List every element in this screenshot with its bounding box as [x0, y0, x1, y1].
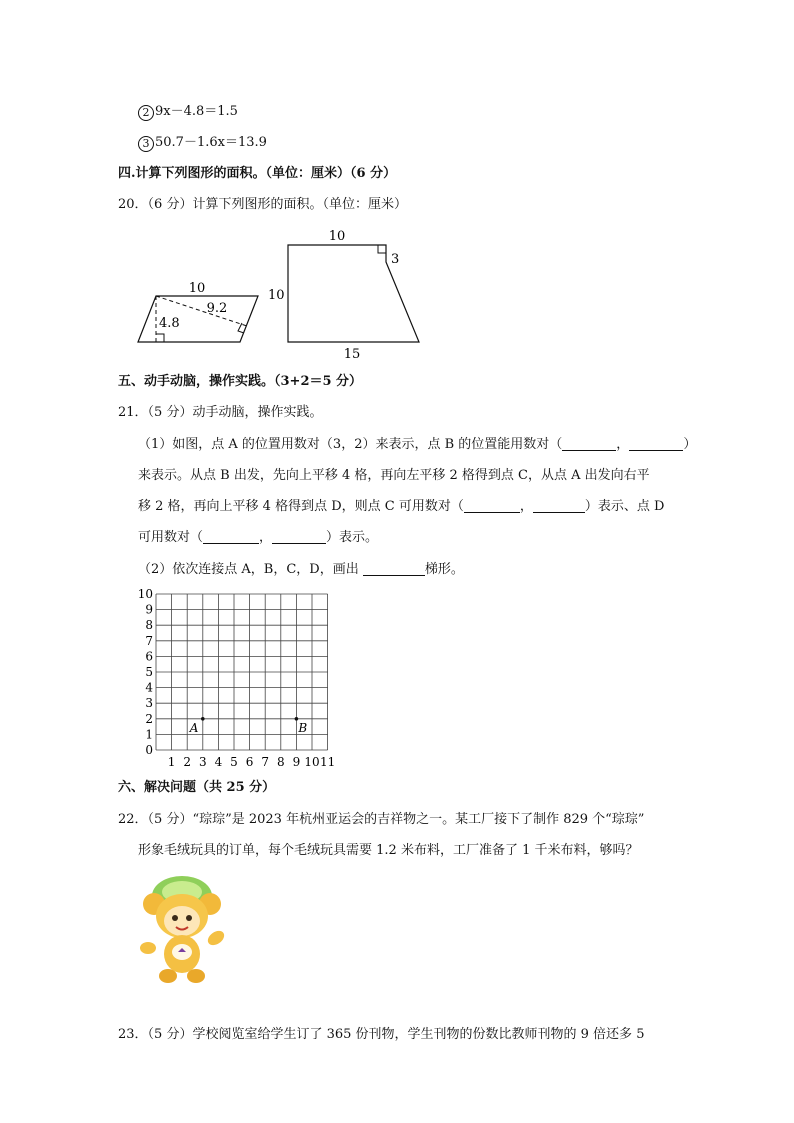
- trapezoid-shape: [288, 245, 419, 342]
- y-tick-label: 9: [145, 602, 153, 617]
- answer-blank[interactable]: [629, 436, 683, 451]
- y-tick-label: 8: [145, 618, 153, 633]
- x-tick-label: 8: [276, 755, 285, 769]
- label-height: 4.8: [159, 316, 180, 331]
- label-top: 10: [188, 281, 206, 296]
- right-angle-mark: [156, 334, 164, 342]
- section-4-title: 四.计算下列图形的面积。（单位：厘米）（6 分）: [118, 166, 397, 181]
- x-tick-label: 5: [230, 755, 238, 769]
- question-21-stem: 21．（5 分）动手动脑，操作实践。: [118, 405, 323, 420]
- x-tick-label: 1: [167, 755, 176, 769]
- label-right: 3: [391, 252, 400, 267]
- point-b-label: B: [298, 720, 308, 735]
- circled-number: 3: [138, 136, 154, 152]
- q21-line-3: 移 2 格，再向上平移 4 格得到点 D，则点 C 可用数对（ ， ）表示、点 D: [138, 499, 665, 514]
- equation-2: [138, 103, 238, 121]
- x-tick-label: 7: [261, 755, 270, 769]
- question-20: 20．（6 分）计算下列图形的面积。（单位：厘米）: [118, 197, 407, 212]
- trapezoid-figure: [262, 225, 437, 365]
- question-23-line-1: 23．（5 分）学校阅览室给学生订了 365 份刊物，学生刊物的份数比教师刊物的 9 倍还多 5: [118, 1027, 645, 1042]
- right-angle-mark: [378, 245, 386, 253]
- x-tick-label: 2: [183, 755, 192, 769]
- answer-blank[interactable]: [464, 498, 520, 513]
- answer-blank[interactable]: [363, 561, 425, 576]
- coordinate-grid: [130, 585, 345, 770]
- y-tick-label: 3: [145, 696, 153, 711]
- y-tick-label: 7: [145, 633, 153, 648]
- label-top: 10: [328, 229, 346, 244]
- point-a-label: A: [189, 720, 199, 735]
- x-tick-label: 11: [319, 755, 336, 769]
- equation-3: [138, 134, 267, 152]
- q21-line-4: 可用数对（ ， ）表示。: [138, 530, 379, 545]
- answer-blank[interactable]: [533, 498, 585, 513]
- circled-number: 2: [138, 105, 154, 121]
- parallelogram-figure: [130, 275, 270, 350]
- q21-line-2: 来表示。从点 B 出发，先向上平移 4 格，再向左平移 2 格得到点 C，从点 A 出发向右平: [138, 468, 650, 483]
- label-left: 10: [268, 288, 285, 303]
- x-tick-label: 4: [214, 755, 223, 769]
- x-tick-label: 6: [245, 755, 254, 769]
- y-tick-label: 6: [145, 649, 153, 664]
- y-tick-label: 0: [145, 743, 153, 757]
- answer-blank[interactable]: [203, 529, 259, 544]
- y-tick-label: 1: [145, 727, 153, 742]
- label-bottom: 15: [343, 347, 361, 362]
- x-tick-label: 3: [198, 755, 207, 769]
- y-tick-label: 10: [137, 587, 153, 601]
- answer-blank[interactable]: [272, 529, 326, 544]
- section-6-title: 六、解决问题（共 25 分）: [118, 780, 276, 795]
- section-5-title: 五、动手动脑，操作实践。（3+2＝5 分）: [118, 374, 363, 389]
- equation-text: 50.7－1.6x＝13.9: [155, 135, 267, 150]
- question-22-line-2: 形象毛绒玩具的订单，每个毛绒玩具需要 1.2 米布料，工厂准备了 1 千米布料，够吗？: [138, 843, 639, 858]
- mascot-illustration: [134, 868, 234, 986]
- label-diag: 9.2: [206, 301, 228, 316]
- y-tick-label: 5: [145, 665, 153, 679]
- x-tick-label: 9: [292, 755, 301, 769]
- x-tick-label: 10: [304, 755, 320, 769]
- point-a: [201, 717, 205, 721]
- q21-line-5: （2）依次连接点 A，B，C，D，画出 梯形。: [138, 562, 464, 577]
- q21-line-1: （1）如图，点 A 的位置用数对（3，2）来表示，点 B 的位置能用数对（ ， ）: [138, 437, 697, 452]
- question-22-line-1: 22．（5 分）“琮琮”是 2023 年杭州亚运会的吉祥物之一。某工厂接下了制作 829 个“琮琮”: [118, 812, 645, 827]
- y-tick-label: 4: [145, 680, 153, 695]
- equation-text: 9x－4.8＝1.5: [155, 104, 238, 119]
- y-tick-label: 2: [145, 711, 153, 726]
- answer-blank[interactable]: [562, 436, 616, 451]
